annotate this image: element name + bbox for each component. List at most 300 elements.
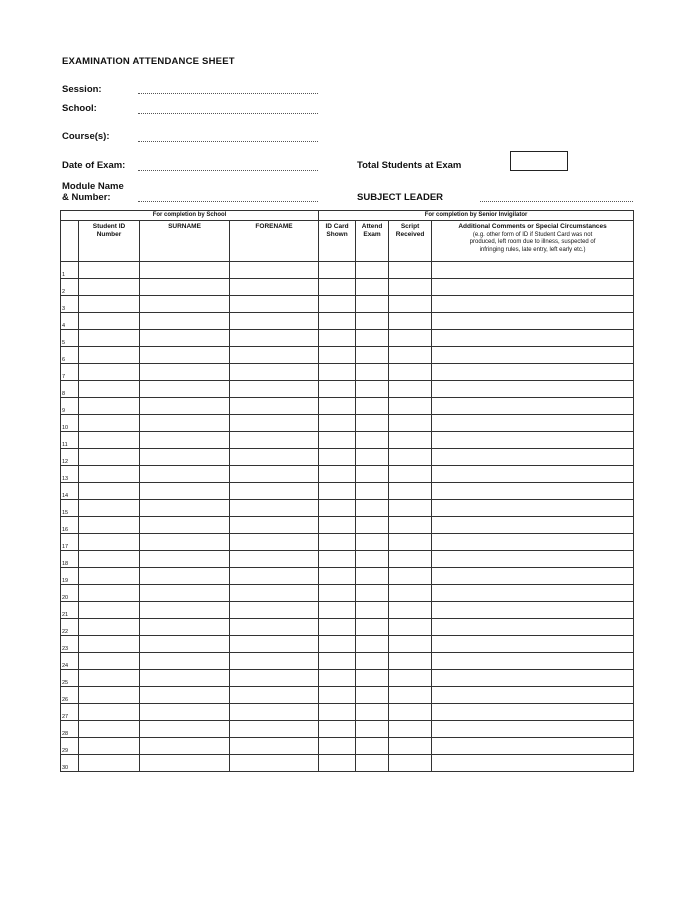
- comments-cell[interactable]: [432, 653, 634, 670]
- surname-header: SURNAME: [140, 221, 230, 262]
- id-card-cell[interactable]: [319, 704, 356, 721]
- student-id-cell[interactable]: [79, 500, 140, 517]
- row-number: 8: [61, 381, 79, 398]
- surname-cell[interactable]: [140, 585, 230, 602]
- attend-cell[interactable]: [356, 330, 389, 347]
- total-students-box[interactable]: [510, 151, 568, 171]
- table-row: [61, 330, 634, 347]
- attend-cell[interactable]: [356, 670, 389, 687]
- table-row: [61, 279, 634, 296]
- id-card-cell[interactable]: [319, 653, 356, 670]
- id-card-cell[interactable]: [319, 517, 356, 534]
- comments-cell[interactable]: [432, 687, 634, 704]
- script-cell[interactable]: [389, 279, 432, 296]
- surname-cell[interactable]: [140, 500, 230, 517]
- attend-cell[interactable]: [356, 721, 389, 738]
- table-row: [61, 347, 634, 364]
- forename-cell[interactable]: [230, 585, 319, 602]
- row-number: 4: [61, 313, 79, 330]
- comments-cell[interactable]: [432, 602, 634, 619]
- table-row: [61, 636, 634, 653]
- script-cell[interactable]: [389, 313, 432, 330]
- forename-header: FORENAME: [230, 221, 319, 262]
- table-row: [61, 449, 634, 466]
- script-cell[interactable]: [389, 330, 432, 347]
- table-row: [61, 534, 634, 551]
- table-row: [61, 313, 634, 330]
- row-number: 20: [61, 585, 79, 602]
- script-cell[interactable]: [389, 585, 432, 602]
- student-id-cell[interactable]: [79, 721, 140, 738]
- student-id-cell[interactable]: [79, 296, 140, 313]
- surname-cell[interactable]: [140, 279, 230, 296]
- script-cell[interactable]: [389, 364, 432, 381]
- id-card-cell[interactable]: [319, 347, 356, 364]
- total-students-label: Total Students at Exam: [357, 160, 462, 171]
- attend-header-line2: Exam: [363, 231, 381, 238]
- session-line[interactable]: [138, 93, 318, 94]
- comments-header-line2: produced, left room due to illness, suspected of: [469, 239, 596, 245]
- attend-cell[interactable]: [356, 483, 389, 500]
- id-card-cell[interactable]: [319, 619, 356, 636]
- row-number: 13: [61, 466, 79, 483]
- student-id-cell[interactable]: [79, 653, 140, 670]
- comments-cell[interactable]: [432, 381, 634, 398]
- forename-cell[interactable]: [230, 500, 319, 517]
- script-cell[interactable]: [389, 738, 432, 755]
- row-number: 26: [61, 687, 79, 704]
- id-card-cell[interactable]: [319, 364, 356, 381]
- surname-cell[interactable]: [140, 262, 230, 279]
- script-header: [389, 221, 432, 262]
- student-id-cell[interactable]: [79, 262, 140, 279]
- comments-cell[interactable]: [432, 619, 634, 636]
- student-id-cell[interactable]: [79, 279, 140, 296]
- attend-header: [356, 221, 389, 262]
- comments-cell[interactable]: [432, 347, 634, 364]
- id-card-cell[interactable]: [319, 449, 356, 466]
- surname-cell[interactable]: [140, 704, 230, 721]
- row-number: 16: [61, 517, 79, 534]
- attendance-rows: [61, 262, 634, 772]
- student-id-cell[interactable]: [79, 568, 140, 585]
- id-card-cell[interactable]: [319, 500, 356, 517]
- forename-cell[interactable]: [230, 755, 319, 772]
- surname-cell[interactable]: [140, 721, 230, 738]
- module-name-line[interactable]: [138, 201, 318, 202]
- student-id-cell[interactable]: [79, 466, 140, 483]
- script-cell[interactable]: [389, 619, 432, 636]
- row-number: 19: [61, 568, 79, 585]
- surname-cell[interactable]: [140, 602, 230, 619]
- surname-cell[interactable]: [140, 415, 230, 432]
- comments-cell[interactable]: [432, 313, 634, 330]
- script-cell[interactable]: [389, 704, 432, 721]
- row-number: 18: [61, 551, 79, 568]
- id-card-header-line2: Shown: [326, 231, 348, 238]
- courses-line[interactable]: [138, 141, 318, 142]
- id-card-cell[interactable]: [319, 721, 356, 738]
- forename-cell[interactable]: [230, 619, 319, 636]
- forename-cell[interactable]: [230, 449, 319, 466]
- attend-cell[interactable]: [356, 500, 389, 517]
- student-id-cell[interactable]: [79, 398, 140, 415]
- student-id-cell[interactable]: [79, 364, 140, 381]
- table-row: [61, 415, 634, 432]
- forename-cell[interactable]: [230, 262, 319, 279]
- comments-header-title: Additional Comments or Special Circumstances: [458, 223, 607, 230]
- script-cell[interactable]: [389, 483, 432, 500]
- surname-cell[interactable]: [140, 619, 230, 636]
- id-card-cell[interactable]: [319, 568, 356, 585]
- table-row: [61, 364, 634, 381]
- id-card-cell[interactable]: [319, 670, 356, 687]
- surname-cell[interactable]: [140, 653, 230, 670]
- student-id-cell[interactable]: [79, 432, 140, 449]
- attend-cell[interactable]: [356, 313, 389, 330]
- forename-cell[interactable]: [230, 704, 319, 721]
- attend-cell[interactable]: [356, 381, 389, 398]
- comments-cell[interactable]: [432, 755, 634, 772]
- id-card-cell[interactable]: [319, 262, 356, 279]
- id-card-cell[interactable]: [319, 279, 356, 296]
- table-row: [61, 551, 634, 568]
- id-card-cell[interactable]: [319, 483, 356, 500]
- script-cell[interactable]: [389, 432, 432, 449]
- attend-cell[interactable]: [356, 296, 389, 313]
- forename-cell[interactable]: [230, 398, 319, 415]
- forename-cell[interactable]: [230, 721, 319, 738]
- comments-cell[interactable]: [432, 432, 634, 449]
- table-row: [61, 381, 634, 398]
- forename-cell[interactable]: [230, 534, 319, 551]
- id-card-cell[interactable]: [319, 755, 356, 772]
- group-invigilator-header: For completion by Senior Invigilator: [319, 211, 634, 221]
- attend-cell[interactable]: [356, 704, 389, 721]
- student-id-cell[interactable]: [79, 755, 140, 772]
- row-number: 14: [61, 483, 79, 500]
- table-row: [61, 568, 634, 585]
- comments-cell[interactable]: [432, 500, 634, 517]
- id-card-cell[interactable]: [319, 313, 356, 330]
- student-id-cell[interactable]: [79, 534, 140, 551]
- script-cell[interactable]: [389, 602, 432, 619]
- attend-cell[interactable]: [356, 415, 389, 432]
- row-number: 7: [61, 364, 79, 381]
- group-header-row: [61, 211, 634, 221]
- attend-cell[interactable]: [356, 262, 389, 279]
- student-id-cell[interactable]: [79, 313, 140, 330]
- forename-cell[interactable]: [230, 483, 319, 500]
- comments-cell[interactable]: [432, 670, 634, 687]
- surname-cell[interactable]: [140, 517, 230, 534]
- attend-cell[interactable]: [356, 279, 389, 296]
- comments-cell[interactable]: [432, 398, 634, 415]
- script-cell[interactable]: [389, 568, 432, 585]
- id-card-cell[interactable]: [319, 398, 356, 415]
- forename-cell[interactable]: [230, 636, 319, 653]
- attend-cell[interactable]: [356, 551, 389, 568]
- attend-cell[interactable]: [356, 534, 389, 551]
- table-row: [61, 670, 634, 687]
- row-number: 22: [61, 619, 79, 636]
- forename-cell[interactable]: [230, 517, 319, 534]
- forename-cell[interactable]: [230, 313, 319, 330]
- id-card-cell[interactable]: [319, 432, 356, 449]
- id-card-cell[interactable]: [319, 738, 356, 755]
- row-number: 17: [61, 534, 79, 551]
- comments-cell[interactable]: [432, 330, 634, 347]
- table-row: [61, 653, 634, 670]
- student-id-cell[interactable]: [79, 619, 140, 636]
- comments-cell[interactable]: [432, 534, 634, 551]
- table-row: [61, 466, 634, 483]
- student-id-cell[interactable]: [79, 517, 140, 534]
- date-of-exam-line[interactable]: [138, 170, 318, 171]
- surname-cell[interactable]: [140, 483, 230, 500]
- student-id-cell[interactable]: [79, 415, 140, 432]
- forename-cell[interactable]: [230, 415, 319, 432]
- attend-cell[interactable]: [356, 449, 389, 466]
- attend-cell[interactable]: [356, 738, 389, 755]
- attend-cell[interactable]: [356, 517, 389, 534]
- student-id-cell[interactable]: [79, 704, 140, 721]
- student-id-cell[interactable]: [79, 636, 140, 653]
- forename-cell[interactable]: [230, 551, 319, 568]
- script-cell[interactable]: [389, 500, 432, 517]
- surname-cell[interactable]: [140, 687, 230, 704]
- comments-cell[interactable]: [432, 449, 634, 466]
- forename-cell[interactable]: [230, 687, 319, 704]
- row-number: 25: [61, 670, 79, 687]
- group-school-header: For completion by School: [61, 211, 319, 221]
- id-card-cell[interactable]: [319, 466, 356, 483]
- module-name-label-line2: & Number:: [62, 192, 111, 203]
- script-cell[interactable]: [389, 347, 432, 364]
- forename-cell[interactable]: [230, 670, 319, 687]
- attend-cell[interactable]: [356, 687, 389, 704]
- table-row: [61, 585, 634, 602]
- surname-cell[interactable]: [140, 296, 230, 313]
- script-cell[interactable]: [389, 296, 432, 313]
- row-number: 2: [61, 279, 79, 296]
- table-row: [61, 687, 634, 704]
- attendance-table: [60, 210, 634, 772]
- script-header-line1: Script: [400, 223, 420, 230]
- row-number: 15: [61, 500, 79, 517]
- student-id-cell[interactable]: [79, 585, 140, 602]
- forename-cell[interactable]: [230, 296, 319, 313]
- forename-cell[interactable]: [230, 381, 319, 398]
- table-row: [61, 619, 634, 636]
- surname-cell[interactable]: [140, 551, 230, 568]
- script-cell[interactable]: [389, 551, 432, 568]
- student-id-cell[interactable]: [79, 738, 140, 755]
- row-number: 23: [61, 636, 79, 653]
- script-cell[interactable]: [389, 755, 432, 772]
- id-card-cell[interactable]: [319, 636, 356, 653]
- row-number: 1: [61, 262, 79, 279]
- script-cell[interactable]: [389, 636, 432, 653]
- row-number: 3: [61, 296, 79, 313]
- id-card-cell[interactable]: [319, 585, 356, 602]
- attend-cell[interactable]: [356, 755, 389, 772]
- student-id-header-line2: Number: [96, 231, 122, 238]
- school-line[interactable]: [138, 113, 318, 114]
- comments-cell[interactable]: [432, 415, 634, 432]
- attend-cell[interactable]: [356, 568, 389, 585]
- table-row: [61, 296, 634, 313]
- id-card-header: [319, 221, 356, 262]
- subject-leader-line[interactable]: [480, 201, 633, 202]
- id-card-cell[interactable]: [319, 415, 356, 432]
- surname-cell[interactable]: [140, 534, 230, 551]
- row-number: 10: [61, 415, 79, 432]
- row-number-header: [61, 221, 79, 262]
- attend-cell[interactable]: [356, 364, 389, 381]
- surname-cell[interactable]: [140, 381, 230, 398]
- comments-cell[interactable]: [432, 568, 634, 585]
- student-id-cell[interactable]: [79, 347, 140, 364]
- surname-cell[interactable]: [140, 449, 230, 466]
- comments-cell[interactable]: [432, 262, 634, 279]
- comments-header-line3: infringing rules, late entry, left early etc.): [479, 246, 586, 253]
- row-number: 27: [61, 704, 79, 721]
- script-cell[interactable]: [389, 398, 432, 415]
- script-cell[interactable]: [389, 466, 432, 483]
- script-cell[interactable]: [389, 517, 432, 534]
- comments-cell[interactable]: [432, 721, 634, 738]
- student-id-cell[interactable]: [79, 602, 140, 619]
- script-cell[interactable]: [389, 687, 432, 704]
- surname-cell[interactable]: [140, 347, 230, 364]
- table-row: [61, 398, 634, 415]
- surname-cell[interactable]: [140, 364, 230, 381]
- forename-cell[interactable]: [230, 279, 319, 296]
- surname-cell[interactable]: [140, 568, 230, 585]
- surname-cell[interactable]: [140, 432, 230, 449]
- surname-cell[interactable]: [140, 330, 230, 347]
- student-id-cell[interactable]: [79, 449, 140, 466]
- row-number: 12: [61, 449, 79, 466]
- id-card-cell[interactable]: [319, 551, 356, 568]
- forename-cell[interactable]: [230, 738, 319, 755]
- attend-cell[interactable]: [356, 432, 389, 449]
- table-row: [61, 721, 634, 738]
- forename-cell[interactable]: [230, 330, 319, 347]
- subject-leader-label: SUBJECT LEADER: [357, 192, 444, 203]
- script-cell[interactable]: [389, 653, 432, 670]
- script-cell[interactable]: [389, 381, 432, 398]
- student-id-cell[interactable]: [79, 670, 140, 687]
- table-row: [61, 704, 634, 721]
- row-number: 6: [61, 347, 79, 364]
- forename-cell[interactable]: [230, 602, 319, 619]
- forename-cell[interactable]: [230, 568, 319, 585]
- module-name-label-line1: Module Name: [62, 181, 124, 192]
- script-cell[interactable]: [389, 721, 432, 738]
- student-id-header: [79, 221, 140, 262]
- comments-cell[interactable]: [432, 551, 634, 568]
- surname-cell[interactable]: [140, 313, 230, 330]
- date-of-exam-label: Date of Exam:: [62, 160, 126, 171]
- table-row: [61, 738, 634, 755]
- table-row: [61, 432, 634, 449]
- student-id-cell[interactable]: [79, 381, 140, 398]
- row-number: 29: [61, 738, 79, 755]
- row-number: 24: [61, 653, 79, 670]
- comments-cell[interactable]: [432, 738, 634, 755]
- forename-cell[interactable]: [230, 653, 319, 670]
- comments-cell[interactable]: [432, 364, 634, 381]
- attend-cell[interactable]: [356, 466, 389, 483]
- script-cell[interactable]: [389, 449, 432, 466]
- student-id-cell[interactable]: [79, 483, 140, 500]
- surname-cell[interactable]: [140, 670, 230, 687]
- comments-cell[interactable]: [432, 585, 634, 602]
- id-card-cell[interactable]: [319, 687, 356, 704]
- script-cell[interactable]: [389, 262, 432, 279]
- script-cell[interactable]: [389, 415, 432, 432]
- comments-cell[interactable]: [432, 636, 634, 653]
- attend-cell[interactable]: [356, 398, 389, 415]
- row-number: 11: [61, 432, 79, 449]
- id-card-cell[interactable]: [319, 534, 356, 551]
- attend-cell[interactable]: [356, 585, 389, 602]
- id-card-cell[interactable]: [319, 296, 356, 313]
- attend-cell[interactable]: [356, 602, 389, 619]
- comments-cell[interactable]: [432, 279, 634, 296]
- forename-cell[interactable]: [230, 432, 319, 449]
- id-card-cell[interactable]: [319, 602, 356, 619]
- comments-cell[interactable]: [432, 704, 634, 721]
- surname-cell[interactable]: [140, 466, 230, 483]
- comments-header-line1: (e.g. other form of ID if Student Card was not: [472, 231, 593, 238]
- surname-cell[interactable]: [140, 398, 230, 415]
- comments-cell[interactable]: [432, 517, 634, 534]
- forename-cell[interactable]: [230, 364, 319, 381]
- student-id-cell[interactable]: [79, 330, 140, 347]
- courses-label: Course(s):: [62, 131, 110, 142]
- student-id-cell[interactable]: [79, 551, 140, 568]
- surname-cell[interactable]: [140, 636, 230, 653]
- table-row: [61, 262, 634, 279]
- column-header-row: [61, 221, 634, 262]
- surname-cell[interactable]: [140, 755, 230, 772]
- attend-cell[interactable]: [356, 636, 389, 653]
- student-id-cell[interactable]: [79, 687, 140, 704]
- table-row: [61, 602, 634, 619]
- surname-cell[interactable]: [140, 738, 230, 755]
- script-header-line2: Received: [395, 231, 425, 238]
- id-card-cell[interactable]: [319, 381, 356, 398]
- forename-cell[interactable]: [230, 466, 319, 483]
- script-cell[interactable]: [389, 670, 432, 687]
- attend-cell[interactable]: [356, 619, 389, 636]
- script-cell[interactable]: [389, 534, 432, 551]
- forename-cell[interactable]: [230, 347, 319, 364]
- table-row: [61, 500, 634, 517]
- comments-cell[interactable]: [432, 296, 634, 313]
- session-label: Session:: [62, 84, 102, 95]
- id-card-cell[interactable]: [319, 330, 356, 347]
- row-number: 5: [61, 330, 79, 347]
- row-number: 9: [61, 398, 79, 415]
- attend-cell[interactable]: [356, 347, 389, 364]
- attend-cell[interactable]: [356, 653, 389, 670]
- comments-cell[interactable]: [432, 483, 634, 500]
- comments-cell[interactable]: [432, 466, 634, 483]
